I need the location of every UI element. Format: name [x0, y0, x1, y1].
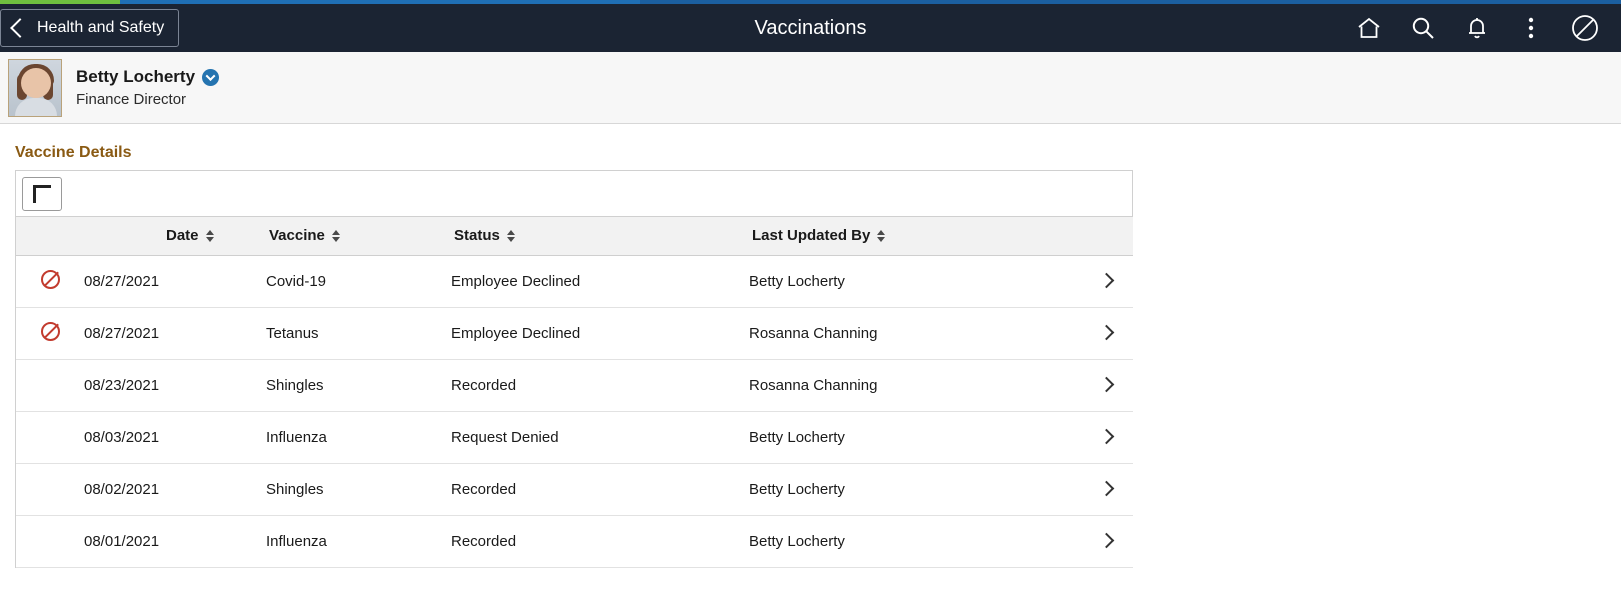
- row-detail-chevron[interactable]: [1079, 463, 1133, 515]
- cell-status: Recorded: [451, 359, 749, 411]
- app-header: [0, 4, 1621, 52]
- column-header-chevron: [1079, 217, 1133, 255]
- related-actions-icon[interactable]: [202, 69, 219, 86]
- table-row[interactable]: [16, 463, 1133, 515]
- person-name-row: [76, 67, 219, 87]
- back-button-label: Health and Safety: [37, 19, 165, 36]
- declined-icon: [41, 322, 60, 341]
- actions-menu-icon[interactable]: [1517, 14, 1545, 42]
- column-header-status-label: Status: [454, 227, 500, 245]
- cell-date: 08/27/2021: [84, 255, 266, 307]
- row-detail-chevron[interactable]: [1079, 307, 1133, 359]
- row-flag-cell: [16, 515, 84, 567]
- cell-status: Recorded: [451, 463, 749, 515]
- cell-last-updated-by: Rosanna Channing: [749, 359, 1079, 411]
- cell-date: 08/23/2021: [84, 359, 266, 411]
- chevron-down-icon: [206, 71, 216, 81]
- chevron-right-icon: [1098, 480, 1114, 496]
- cell-status: Recorded: [451, 515, 749, 567]
- avatar-face: [21, 68, 51, 98]
- table-header: [16, 217, 1133, 255]
- table-header-row: [16, 217, 1133, 255]
- row-flag-cell: [16, 307, 84, 359]
- table-body: [16, 255, 1133, 567]
- page-title: Vaccinations: [754, 16, 867, 39]
- column-header-date[interactable]: [84, 217, 266, 255]
- column-header-last-updated-by-label: Last Updated By: [752, 227, 871, 245]
- main-content: [0, 124, 1621, 568]
- row-flag-cell: [16, 411, 84, 463]
- cell-last-updated-by: Betty Locherty: [749, 515, 1079, 567]
- sort-icon: [332, 230, 340, 242]
- row-detail-chevron[interactable]: [1079, 411, 1133, 463]
- chevron-right-icon: [1098, 532, 1114, 548]
- home-icon[interactable]: [1355, 14, 1383, 42]
- cell-last-updated-by: Rosanna Channing: [749, 307, 1079, 359]
- chevron-right-icon: [1098, 272, 1114, 288]
- add-vaccine-button[interactable]: [22, 177, 62, 211]
- cell-last-updated-by: Betty Locherty: [749, 411, 1079, 463]
- cell-vaccine: Covid-19: [266, 255, 451, 307]
- avatar: [8, 59, 62, 117]
- cell-last-updated-by: Betty Locherty: [749, 463, 1079, 515]
- chevron-right-icon: [1098, 324, 1114, 340]
- chevron-left-icon: [10, 18, 30, 38]
- person-job-title: Finance Director: [76, 91, 187, 108]
- cell-date: 08/03/2021: [84, 411, 266, 463]
- table-row[interactable]: [16, 255, 1133, 307]
- table-row[interactable]: [16, 515, 1133, 567]
- column-header-last-updated-by[interactable]: [749, 217, 1079, 255]
- plus-icon: [33, 185, 51, 203]
- vaccine-table: [16, 217, 1133, 568]
- row-detail-chevron[interactable]: [1079, 515, 1133, 567]
- column-header-flag: [16, 217, 84, 255]
- person-name: Betty Locherty: [76, 67, 196, 86]
- column-header-date-label: Date: [166, 227, 199, 245]
- row-flag-cell: [16, 463, 84, 515]
- row-flag-cell: [16, 255, 84, 307]
- cell-status: Employee Declined: [451, 255, 749, 307]
- row-detail-chevron[interactable]: [1079, 255, 1133, 307]
- grid-toolbar: [16, 171, 1132, 217]
- nav-bar-icon[interactable]: [1571, 14, 1599, 42]
- cell-status: Employee Declined: [451, 307, 749, 359]
- sort-icon: [507, 230, 515, 242]
- sort-icon: [206, 230, 214, 242]
- cell-date: 08/27/2021: [84, 307, 266, 359]
- vaccine-details-grid: [15, 170, 1133, 568]
- cell-last-updated-by: Betty Locherty: [749, 255, 1079, 307]
- declined-icon: [41, 270, 60, 289]
- person-summary-bar: [0, 52, 1621, 124]
- avatar-body: [15, 98, 57, 116]
- column-header-status[interactable]: [451, 217, 749, 255]
- cell-vaccine: Tetanus: [266, 307, 451, 359]
- table-row[interactable]: [16, 411, 1133, 463]
- chevron-right-icon: [1098, 376, 1114, 392]
- row-flag-cell: [16, 359, 84, 411]
- notifications-bell-icon[interactable]: [1463, 14, 1491, 42]
- cell-date: 08/02/2021: [84, 463, 266, 515]
- cell-date: 08/01/2021: [84, 515, 266, 567]
- cell-vaccine: Influenza: [266, 411, 451, 463]
- cell-vaccine: Shingles: [266, 463, 451, 515]
- sort-icon: [877, 230, 885, 242]
- person-text-block: [76, 67, 219, 108]
- column-header-vaccine[interactable]: [266, 217, 451, 255]
- row-detail-chevron[interactable]: [1079, 359, 1133, 411]
- header-icon-group: [1355, 14, 1621, 42]
- cell-vaccine: Influenza: [266, 515, 451, 567]
- column-header-vaccine-label: Vaccine: [269, 227, 325, 245]
- section-title: Vaccine Details: [15, 144, 132, 161]
- cell-status: Request Denied: [451, 411, 749, 463]
- table-row[interactable]: [16, 307, 1133, 359]
- table-row[interactable]: [16, 359, 1133, 411]
- back-button[interactable]: [0, 9, 179, 47]
- search-icon[interactable]: [1409, 14, 1437, 42]
- cell-vaccine: Shingles: [266, 359, 451, 411]
- chevron-right-icon: [1098, 428, 1114, 444]
